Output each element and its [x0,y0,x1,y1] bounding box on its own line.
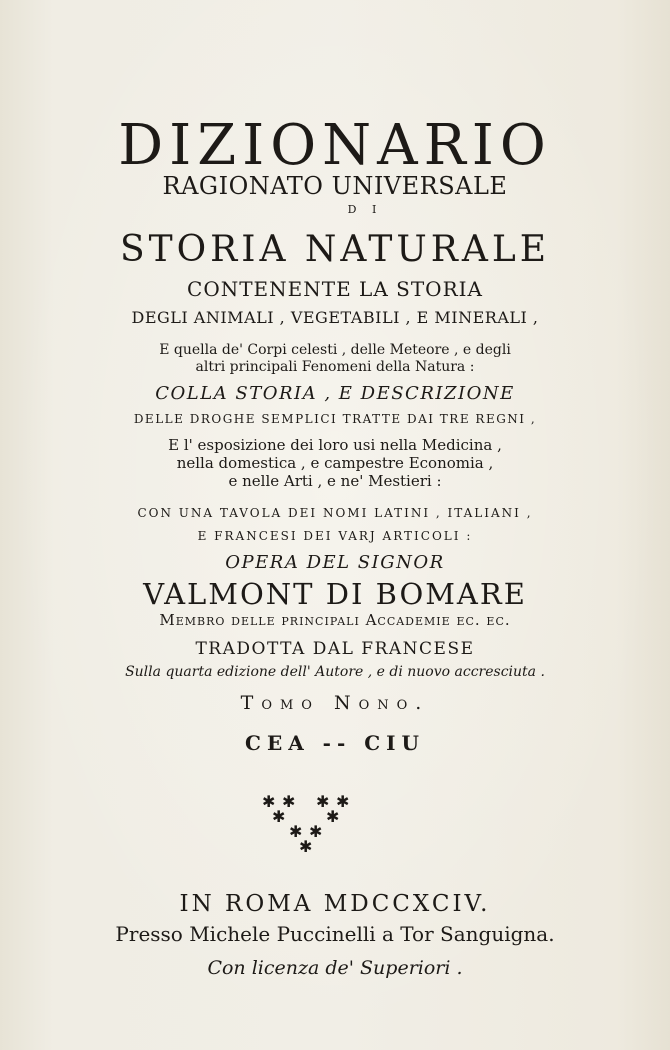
subtitle: RAGIONATO UNIVERSALE [162,172,508,200]
colla-line: COLLA STORIA , E DESCRIZIONE [155,383,515,404]
author-name: VALMONT DI BOMARE [143,577,527,611]
opera-line: OPERA DEL SIGNOR [225,552,445,573]
subject-title: STORIA NATURALE [119,229,551,270]
tavola-line: CON UNA TAVOLA DEI NOMI LATINI , ITALIANI , [137,506,533,520]
star-icon: ✱ [299,837,313,856]
contenente-line: CONTENENTE LA STORIA [187,277,483,301]
star-icon: ✱ [289,822,303,841]
star-icon: ✱ [272,807,286,826]
entry-range: CEA -- CIU [245,731,425,755]
star-icon: ✱ [282,792,296,811]
star-ornament [250,790,370,860]
esposizione-line-3: e nelle Arti , e ne' Mestieri : [228,472,442,490]
esposizione-line-2: nella domestica , e campestre Economia , [176,454,494,472]
imprint-printer: Presso Michele Puccinelli a Tor Sanguigna. [115,922,555,946]
volume-line: Tomo Nono. [240,692,430,714]
esposizione-line-1: E l' esposizione dei loro usi nella Medicina , [168,436,502,454]
droghe-line: DELLE DROGHE SEMPLICI TRATTE DAI TRE REGNI , [133,412,537,426]
quella-line-1: E quella de' Corpi celesti , delle Meteore , e degli [159,342,511,358]
star-icon: ✱ [336,792,350,811]
edition-line: Sulla quarta edizione dell' Autore , e di nuovo accresciuta . [125,664,545,680]
imprint-license: Con licenza de' Superiori . [207,957,463,979]
quella-line-2: altri principali Fenomeni della Natura : [195,359,475,375]
star-icon: ✱ [309,822,323,841]
star-icon: ✱ [326,807,340,826]
degli-line: DEGLI ANIMALI , VEGETABILI , E MINERALI , [131,308,539,327]
star-icon: ✱ [316,792,330,811]
imprint-place: IN ROMA MDCCXCIV. [179,891,491,917]
tradotta-line: TRADOTTA DAL FRANCESE [195,639,475,659]
membro-line: Membro delle principali Accademie ec. ec. [159,611,511,629]
di-line: D I [347,203,383,216]
star-icon: ✱ [262,792,276,811]
francesi-line: E FRANCESI DEI VARJ ARTICOLI : [197,529,473,543]
book-title: DIZIONARIO [118,113,552,178]
